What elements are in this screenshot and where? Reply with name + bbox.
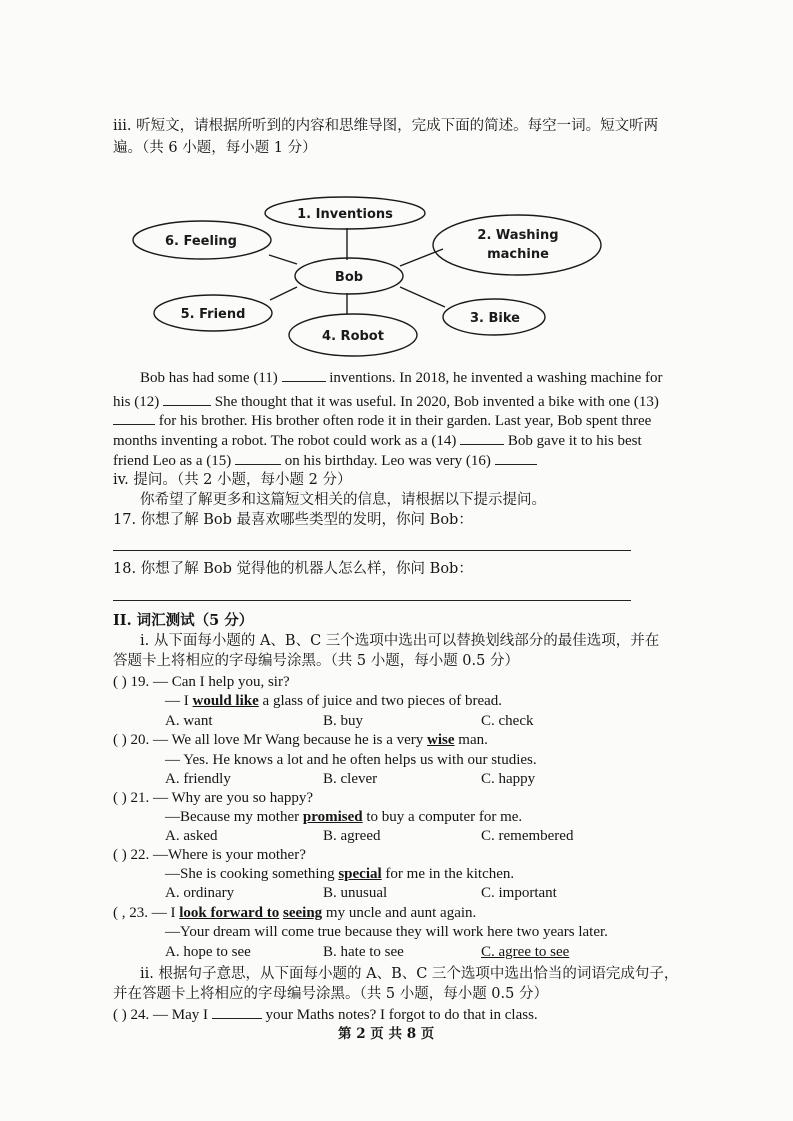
q19-text-post: a glass of juice and two pieces of bread. [258,693,503,709]
vocab-ii-instruction-line1: ii. 根据句子意思，从下面每小题的 A、B、C 三个选项中选出恰当的词语完成句子， [140,966,679,982]
question-23 [113,904,476,922]
q19-option-a[interactable]: A. want [165,713,213,729]
question-17: 17. 你想了解 Bob 最喜欢哪些类型的发明，你问 Bob： [113,512,473,528]
vocab-i-instruction-line1: i. 从下面每小题的 A、B、C 三个选项中选出可以替换划线部分的最佳选项，并在 [140,633,660,649]
q22-underlined: special [338,866,382,882]
q23-option-a[interactable]: A. hope to see [165,944,251,960]
label-center-bob: Bob [334,270,364,285]
q19-underlined: would like [192,693,259,709]
q21-underlined: promised [302,809,363,825]
q23-option-b[interactable]: B. hate to see [323,944,404,960]
passage-line2-end: She thought that it was useful. In 2020, Bob invented a bike with one (13) [214,394,659,410]
answer-blank-14[interactable] [460,431,504,445]
label-inventions: 1. Inventions [297,207,393,222]
q24-text-pre: ( ) 24. — May I [113,1007,212,1023]
label-robot: 4. Robot [322,329,384,344]
q21-text-pre: —Because my mother [165,809,303,825]
question-20 [113,731,488,749]
vocab-section-title: II. 词汇测试（5 分） [113,612,254,629]
question-23-answer: —Your dream will come true because they will work here two years later. [165,924,608,940]
question-18: 18. 你想了解 Bob 觉得他的机器人怎么样，你问 Bob： [113,561,473,577]
q20-option-a[interactable]: A. friendly [165,771,231,787]
passage-line3 [113,411,651,430]
q20-text-post: man. [454,732,488,748]
q19-option-b[interactable]: B. buy [323,713,364,729]
vocab-i-instruction-line2: 答题卡上将相应的字母编号涂黑。（共 5 小题，每小题 0.5 分） [113,653,519,669]
passage-line2 [113,392,659,411]
connector-bike [400,287,445,307]
passage-line4 [113,431,642,450]
label-feeling: 6. Feeling [165,234,237,249]
answer-line-17[interactable] [113,550,631,551]
question-19: ( ) 19. — Can I help you, sir? [113,674,290,690]
q21-option-b[interactable]: B. agreed [323,828,381,844]
passage-line1-end: inventions. In 2018, he invented a washing machine for [329,370,663,386]
question-19-answer [165,692,502,710]
q22-option-c[interactable]: C. important [481,885,557,901]
mind-map-diagram [125,192,605,362]
section-iii-instruction-line2: 遍。（共 6 小题，每小题 1 分） [113,140,317,156]
connector-feeling [269,255,297,264]
q20-underlined: wise [427,732,455,748]
passage-line2-start: his (12) [113,394,160,410]
label-friend: 5. Friend [180,307,246,322]
q21-option-c[interactable]: C. remembered [481,828,574,844]
q20-option-b[interactable]: B. clever [323,771,378,787]
answer-blank-15[interactable] [235,451,281,465]
passage-line5-start: friend Leo as a (15) [113,453,232,469]
passage-line4-end: Bob gave it to his best [507,433,642,449]
question-22-answer [165,865,514,883]
passage-line1-start: Bob has had some (11) [140,370,278,386]
page-number-footer: 第 2 页 共 8 页 [338,1026,435,1042]
q22-text-pre: —She is cooking something [165,866,339,882]
answer-blank-16[interactable] [495,451,537,465]
q23-underlined-phrase: look forward to [179,905,280,921]
question-22: ( ) 22. —Where is your mother? [113,847,306,863]
q23-underlined-word: seeing [283,905,323,921]
section-iv-title: iv. 提问。（共 2 小题，每小题 2 分） [113,472,352,488]
question-21: ( ) 21. — Why are you so happy? [113,790,314,806]
connector-friend [270,287,297,300]
label-bike: 3. Bike [470,311,520,326]
label-washing: 2. Washing [477,228,559,243]
label-machine: machine [487,247,549,262]
q23-option-c[interactable]: C. agree to see [481,944,570,960]
q21-text-post: to buy a computer for me. [362,809,523,825]
q19-option-c[interactable]: C. check [481,713,534,729]
passage-line4-start: months inventing a robot. The robot could work as a (14) [113,433,457,449]
q19-text-pre: — I [165,693,193,709]
q22-text-post: for me in the kitchen. [381,866,515,882]
answer-line-18[interactable] [113,600,631,601]
connector-washing-machine [400,249,443,266]
section-iv-intro: 你希望了解更多和这篇短文相关的信息，请根据以下提示提问。 [140,492,546,508]
answer-blank-11[interactable] [282,368,326,382]
q23-text-pre: ( , 23. — I [113,905,180,921]
question-24 [113,1005,538,1024]
q20-option-c[interactable]: C. happy [481,771,536,787]
q24-text-post: your Maths notes? I forgot to do that in class. [261,1007,538,1023]
q21-option-a[interactable]: A. asked [165,828,218,844]
vocab-ii-instruction-line2: 并在答题卡上将相应的字母编号涂黑。（共 5 小题，每小题 0.5 分） [113,986,548,1002]
q22-option-b[interactable]: B. unusual [323,885,388,901]
section-iii-instruction-line1: iii. 听短文，请根据所听到的内容和思维导图，完成下面的简述。每空一词。短文听两 [113,118,659,134]
passage-line5 [113,451,537,470]
q22-option-a[interactable]: A. ordinary [165,885,235,901]
passage-line5-mid: on his birthday. Leo was very (16) [284,453,491,469]
passage-line3-text: for his brother. His brother often rode it in their garden. Last year, Bob spent three [158,413,652,429]
q23-text-post: my uncle and aunt again. [322,905,477,921]
question-21-answer [165,808,522,826]
q20-text-pre: ( ) 20. — We all love Mr Wang because he is a very [113,732,428,748]
answer-blank-24[interactable] [212,1005,262,1019]
answer-blank-13[interactable] [113,411,155,425]
answer-blank-12[interactable] [163,392,211,406]
node-washing-machine [433,215,601,275]
question-20-answer: — Yes. He knows a lot and he often helps us with our studies. [165,752,537,768]
passage-line1 [140,368,663,387]
